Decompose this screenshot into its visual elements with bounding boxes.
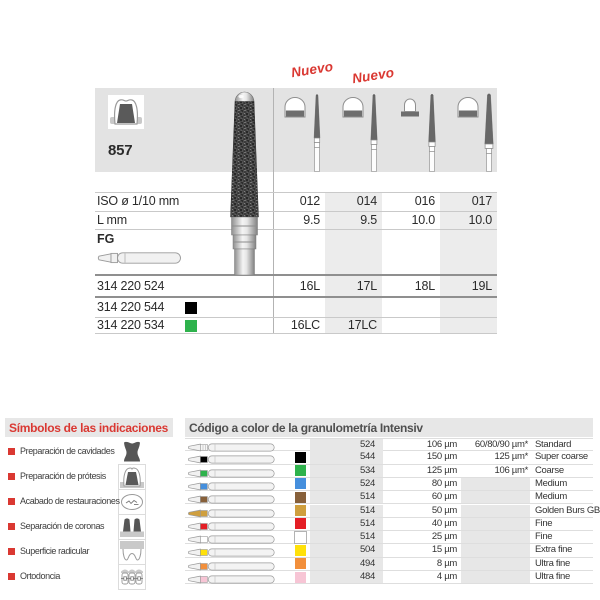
red-bullet-icon — [8, 498, 15, 505]
bur-drawing — [187, 466, 279, 476]
alt-grain-size-cell: 125 µm* — [494, 451, 528, 463]
spec-row-label: L mm — [97, 213, 127, 227]
color-code-row — [185, 544, 593, 557]
grit-color-square — [295, 465, 306, 476]
order-row — [95, 276, 497, 296]
prosthesis-preparation-icon — [108, 95, 144, 129]
color-code-row — [185, 478, 593, 491]
grit-name-cell: Ultra fine — [535, 557, 571, 569]
grit-name-cell: Extra fine — [535, 544, 573, 556]
color-code-row — [185, 491, 593, 504]
grit-name-cell: Coarse — [535, 464, 564, 476]
order-row — [95, 298, 497, 317]
bur-drawing — [187, 519, 279, 529]
grit-code-cell: 484 — [310, 571, 383, 583]
alt-grain-size-cell — [461, 531, 530, 543]
alt-grain-size-cell — [461, 478, 530, 490]
grain-size-cell: 4 µm — [436, 571, 457, 582]
crown-separation-icon — [119, 515, 145, 539]
spec-value-cell: 016 — [414, 194, 435, 208]
grit-color-square — [295, 492, 306, 503]
color-code-row — [185, 451, 593, 464]
spec-value-cell: 9.5 — [303, 213, 320, 227]
indication-icon-tile — [108, 95, 144, 129]
grain-size-cell: 40 µm — [431, 517, 457, 529]
symbol-item — [8, 495, 120, 507]
order-value-cell: 16L — [299, 279, 320, 293]
grit-name-cell: Golden Burs GB — [535, 504, 600, 516]
grit-color-square — [295, 558, 306, 569]
grit-color-square — [295, 505, 306, 516]
grit-name-cell: Medium — [535, 477, 567, 489]
alt-grain-size-cell: 106 µm* — [494, 464, 528, 476]
symbols-title-band — [5, 418, 173, 437]
order-value-cell: 19L — [471, 279, 492, 293]
order-code-label: 314 220 544 — [97, 300, 165, 314]
symbol-item-label: Preparación de prótesis — [20, 471, 106, 481]
color-code-row — [185, 531, 593, 544]
grit-name-cell: Fine — [535, 531, 553, 543]
symbol-item — [8, 570, 60, 582]
grain-size-cell: 15 µm — [431, 544, 457, 556]
grit-code-cell: 514 — [310, 491, 383, 503]
grit-code-cell: 534 — [310, 465, 383, 477]
bur-drawing — [187, 559, 279, 569]
bur-profile-icon — [398, 96, 422, 118]
order-value-cell: 16LC — [290, 318, 320, 332]
spec-value-cell: 014 — [356, 194, 377, 208]
grit-code-cell: 544 — [310, 451, 383, 463]
grit-color-square — [295, 478, 306, 489]
grain-size-cell: 150 µm — [426, 451, 457, 463]
bur-photo — [483, 92, 495, 172]
color-code-row — [185, 438, 593, 451]
cavity-preparation-icon — [119, 440, 145, 464]
alt-grain-size-cell — [461, 491, 530, 503]
bur-drawing — [187, 492, 279, 502]
rule — [95, 229, 497, 230]
grit-code-cell: 514 — [310, 518, 383, 530]
nuevo-flag-col1: Nuevo — [290, 58, 335, 81]
bur-drawing — [187, 572, 279, 582]
spec-value-cell: 10.0 — [411, 213, 435, 227]
bur-drawing — [187, 440, 279, 450]
spec-row-label: ISO ø 1/10 mm — [97, 194, 180, 208]
shank-type-label: FG — [97, 232, 115, 246]
spec-row — [95, 211, 497, 229]
grit-name-cell: Fine — [535, 517, 553, 529]
red-bullet-icon — [8, 523, 15, 530]
alt-grain-size-cell — [461, 558, 530, 570]
grit-color-square — [295, 452, 306, 463]
prosthesis-preparation-icon — [119, 465, 145, 489]
restoration-finishing-icon — [119, 490, 145, 514]
symbol-item-label: Preparación de cavidades — [20, 446, 115, 456]
grit-color-square — [185, 320, 197, 332]
order-value-cell: 17L — [356, 279, 377, 293]
grain-size-cell: 106 µm — [426, 439, 457, 450]
color-code-row — [185, 518, 593, 531]
spec-value-cell: 012 — [299, 194, 320, 208]
order-value-cell: 17LC — [347, 318, 377, 332]
symbol-item-label: Superficie radicular — [20, 546, 90, 556]
spec-value-cell: 017 — [471, 194, 492, 208]
bur-photo — [311, 92, 323, 172]
orthodontics-icon — [119, 565, 145, 589]
symbol-item-label: Acabado de restauraciones — [20, 496, 120, 506]
grain-size-cell: 25 µm — [431, 531, 457, 543]
grit-code-cell: 524 — [310, 478, 383, 490]
symbol-item — [8, 445, 114, 457]
color-code-title: Código a color de la granulometría Intensiv — [189, 420, 423, 435]
bur-drawing — [187, 506, 279, 516]
symbol-item-label: Separación de coronas — [20, 521, 105, 531]
nuevo-flag-col2: Nuevo — [351, 64, 396, 87]
order-row — [95, 318, 497, 333]
product-table — [95, 88, 497, 336]
grit-color-square — [295, 532, 306, 543]
fg-shank-drawing — [97, 250, 183, 266]
alt-grain-size-cell — [461, 544, 530, 556]
bur-profile-icon — [283, 96, 307, 118]
grain-size-cell: 8 µm — [436, 557, 457, 569]
spec-row — [95, 192, 497, 211]
bur-profile-icon — [341, 96, 365, 118]
bur-photo — [368, 92, 380, 172]
rule — [95, 333, 497, 334]
grain-size-cell: 80 µm — [431, 477, 457, 489]
red-bullet-icon — [8, 573, 15, 580]
bur-drawing — [187, 545, 279, 555]
product-photo-bur — [228, 89, 260, 275]
grit-code-cell: 504 — [310, 544, 383, 556]
alt-grain-size-cell — [461, 518, 530, 530]
grit-name-cell: Ultra fine — [535, 571, 571, 582]
red-bullet-icon — [8, 448, 15, 455]
grit-color-code-legend — [185, 418, 600, 590]
symbol-item — [8, 520, 104, 532]
grain-size-cell: 60 µm — [431, 491, 457, 503]
color-code-row — [185, 465, 593, 478]
red-bullet-icon — [8, 473, 15, 480]
spec-value-cell: 9.5 — [360, 213, 377, 227]
grit-color-square — [295, 572, 306, 583]
order-code-label: 314 220 534 — [97, 318, 165, 332]
color-code-row — [185, 504, 600, 518]
bur-drawing — [187, 532, 279, 542]
order-value-cell: 18L — [414, 279, 435, 293]
grit-code-cell: 524 — [310, 439, 383, 451]
grit-color-square — [185, 302, 197, 314]
spec-value-cell: 10.0 — [468, 213, 492, 227]
grit-color-square — [295, 518, 306, 529]
root-surface-icon — [119, 540, 145, 564]
order-code-label: 314 220 524 — [97, 279, 165, 293]
grit-name-cell: Standard — [535, 439, 572, 450]
alt-grain-size-cell — [461, 505, 530, 517]
bur-drawing — [187, 452, 279, 462]
symbol-item — [8, 545, 89, 557]
grit-name-cell: Medium — [535, 491, 567, 503]
color-code-title-band — [185, 418, 593, 437]
symbol-item — [8, 470, 106, 482]
grain-size-cell: 50 µm — [431, 504, 457, 516]
red-bullet-icon — [8, 548, 15, 555]
symbols-legend — [5, 418, 180, 598]
bur-profile-icon — [456, 96, 480, 118]
grit-code-cell: 514 — [310, 505, 383, 517]
color-code-row — [185, 571, 593, 584]
bur-drawing — [187, 479, 279, 489]
grit-code-cell: 514 — [310, 531, 383, 543]
product-family-code: 857 — [108, 142, 133, 159]
color-code-row — [185, 558, 593, 571]
alt-grain-size-cell — [461, 571, 530, 583]
bur-photo — [426, 92, 438, 172]
grit-name-cell: Super coarse — [535, 451, 588, 463]
symbol-item-label: Ortodoncia — [20, 571, 61, 581]
grit-code-cell: 494 — [310, 558, 383, 570]
grain-size-cell: 125 µm — [426, 464, 457, 476]
symbols-title: Símbolos de las indicaciones — [9, 420, 168, 435]
alt-grain-size-cell: 60/80/90 µm* — [474, 439, 528, 450]
grit-color-square — [295, 545, 306, 556]
